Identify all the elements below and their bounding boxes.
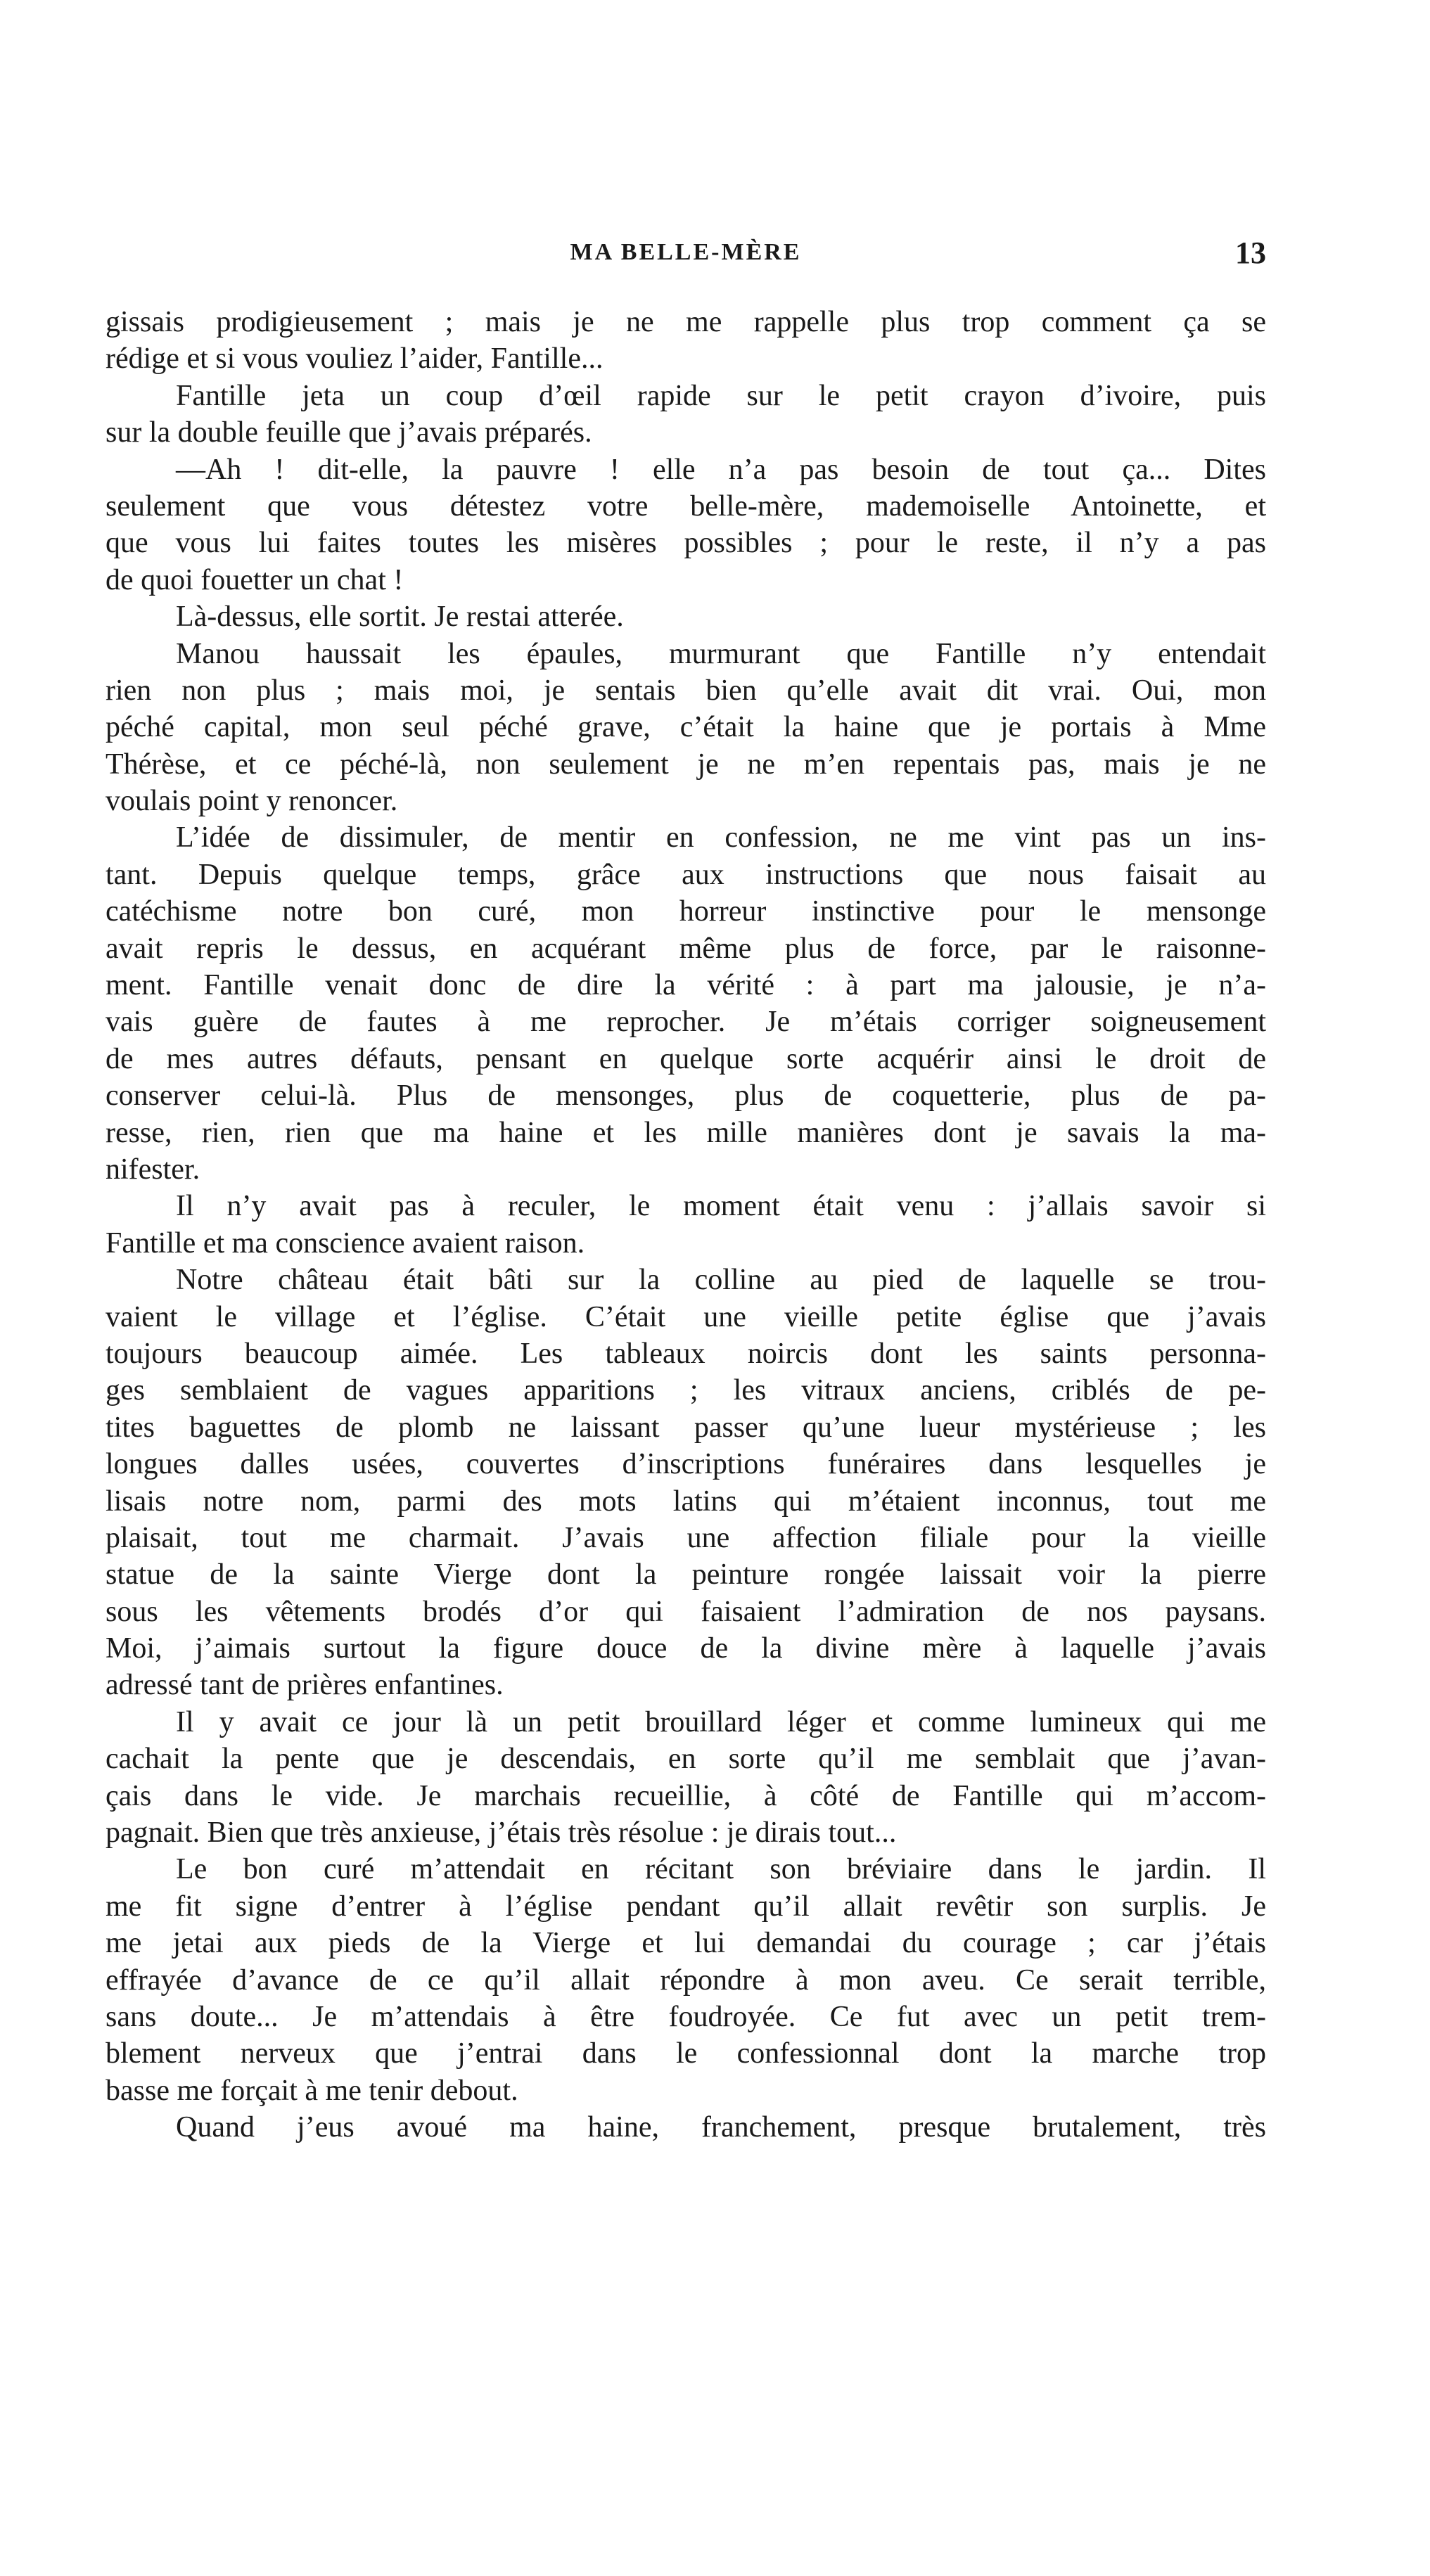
- text-line: tites baguettes de plomb ne laissant passer qu’une lueur mystérieuse ; les: [106, 1411, 1266, 1444]
- text-line: me jetai aux pieds de la Vierge et lui demandai du courage ; car j’étais: [106, 1927, 1266, 1960]
- text-line: vaient le village et l’église. C’était une vieille petite église que j’avais: [106, 1300, 1266, 1333]
- text-line: vais guère de fautes à me reprocher. Je m’étais corriger soigneusement: [106, 1006, 1266, 1039]
- text-line: statue de la sainte Vierge dont la peinture rongée laissait voir la pierre: [106, 1558, 1266, 1591]
- text-line: blement nerveux que j’entrai dans le confessionnal dont la marche trop: [106, 2037, 1266, 2070]
- text-line: Notre château était bâti sur la colline au pied de laquelle se trou-: [176, 1264, 1266, 1297]
- text-line: Quand j’eus avoué ma haine, franchement, presque brutalement, très: [176, 2111, 1266, 2144]
- text-line: Le bon curé m’attendait en récitant son bréviaire dans le jardin. Il: [176, 1853, 1266, 1886]
- text-line: L’idée de dissimuler, de mentir en confession, ne me vint pas un ins-: [176, 821, 1266, 854]
- text-line: sans doute... Je m’attendais à être foudroyée. Ce fut avec un petit trem-: [106, 2000, 1266, 2033]
- text-line: plaisait, tout me charmait. J’avais une affection filiale pour la vieille: [106, 1521, 1266, 1554]
- text-line: Fantille jeta un coup d’œil rapide sur le petit crayon d’ivoire, puis: [176, 379, 1266, 412]
- text-line: catéchisme notre bon curé, mon horreur instinctive pour le mensonge: [106, 895, 1266, 928]
- text-line: sur la double feuille que j’avais préparés.: [106, 416, 592, 449]
- text-line: adressé tant de prières enfantines.: [106, 1669, 504, 1702]
- text-line: conserver celui-là. Plus de mensonges, plus de coquetterie, plus de pa-: [106, 1079, 1266, 1113]
- text-line: Fantille et ma conscience avaient raison.: [106, 1226, 585, 1260]
- text-line: que vous lui faites toutes les misères possibles ; pour le reste, il n’y a pas: [106, 527, 1266, 560]
- running-head: [106, 236, 1266, 281]
- text-line: Là-dessus, elle sortit. Je restai atterée.: [176, 601, 624, 634]
- text-line: Il y avait ce jour là un petit brouillard léger et comme lumineux qui me: [176, 1705, 1266, 1738]
- text-line: effrayée d’avance de ce qu’il allait répondre à mon aveu. Ce serait terrible,: [106, 1963, 1266, 1997]
- text-line: de mes autres défauts, pensant en quelque sorte acquérir ainsi le droit de: [106, 1042, 1266, 1075]
- text-line: avait repris le dessus, en acquérant même plus de force, par le raisonne-: [106, 932, 1266, 965]
- text-line: basse me forçait à me tenir debout.: [106, 2074, 518, 2107]
- text-line: longues dalles usées, couvertes d’inscriptions funéraires dans lesquelles je: [106, 1448, 1266, 1481]
- text-line: seulement que vous détestez votre belle-mère, mademoiselle Antoinette, et: [106, 489, 1266, 523]
- text-line: Il n’y avait pas à reculer, le moment était venu : j’allais savoir si: [176, 1190, 1266, 1223]
- running-title: MA BELLE-MÈRE: [570, 239, 802, 265]
- page-number: 13: [1235, 236, 1266, 270]
- text-line: çais dans le vide. Je marchais recueillie, à côté de Fantille qui m’accom-: [106, 1779, 1266, 1812]
- text-line: toujours beaucoup aimée. Les tableaux noircis dont les saints personna-: [106, 1337, 1266, 1370]
- text-line: lisais notre nom, parmi des mots latins qui m’étaient inconnus, tout me: [106, 1485, 1266, 1518]
- text-line: Manou haussait les épaules, murmurant que Fantille n’y entendait: [176, 637, 1266, 670]
- body-text: [106, 304, 1266, 2146]
- text-line: Thérèse, et ce péché-là, non seulement je ne m’en repentais pas, mais je ne: [106, 748, 1266, 781]
- text-line: pagnait. Bien que très anxieuse, j’étais très résolue : je dirais tout...: [106, 1816, 897, 1850]
- text-line: resse, rien, rien que ma haine et les mille manières dont je savais la ma-: [106, 1116, 1266, 1149]
- text-line: rédige et si vous vouliez l’aider, Fantille...: [106, 342, 604, 376]
- text-line: Moi, j’aimais surtout la figure douce de la divine mère à laquelle j’avais: [106, 1632, 1266, 1665]
- text-line: —Ah ! dit-elle, la pauvre ! elle n’a pas besoin de tout ça... Dites: [176, 453, 1266, 486]
- text-line: nifester.: [106, 1153, 200, 1186]
- text-line: cachait la pente que je descendais, en sorte qu’il me semblait que j’avan-: [106, 1743, 1266, 1776]
- text-line: péché capital, mon seul péché grave, c’était la haine que je portais à Mme: [106, 711, 1266, 744]
- text-line: voulais point y renoncer.: [106, 785, 398, 818]
- text-line: ges semblaient de vagues apparitions ; les vitraux anciens, criblés de pe-: [106, 1374, 1266, 1407]
- text-line: sous les vêtements brodés d’or qui faisaient l’admiration de nos paysans.: [106, 1595, 1266, 1628]
- text-line: rien non plus ; mais moi, je sentais bien qu’elle avait dit vrai. Oui, mon: [106, 674, 1266, 707]
- text-line: gissais prodigieusement ; mais je ne me rappelle plus trop comment ça se: [106, 306, 1266, 338]
- text-line: tant. Depuis quelque temps, grâce aux instructions que nous faisait au: [106, 858, 1266, 891]
- text-line: ment. Fantille venait donc de dire la vérité : à part ma jalousie, je n’a-: [106, 969, 1266, 1002]
- text-line: de quoi fouetter un chat !: [106, 563, 404, 596]
- text-line: me fit signe d’entrer à l’église pendant qu’il allait revêtir son surplis. Je: [106, 1890, 1266, 1923]
